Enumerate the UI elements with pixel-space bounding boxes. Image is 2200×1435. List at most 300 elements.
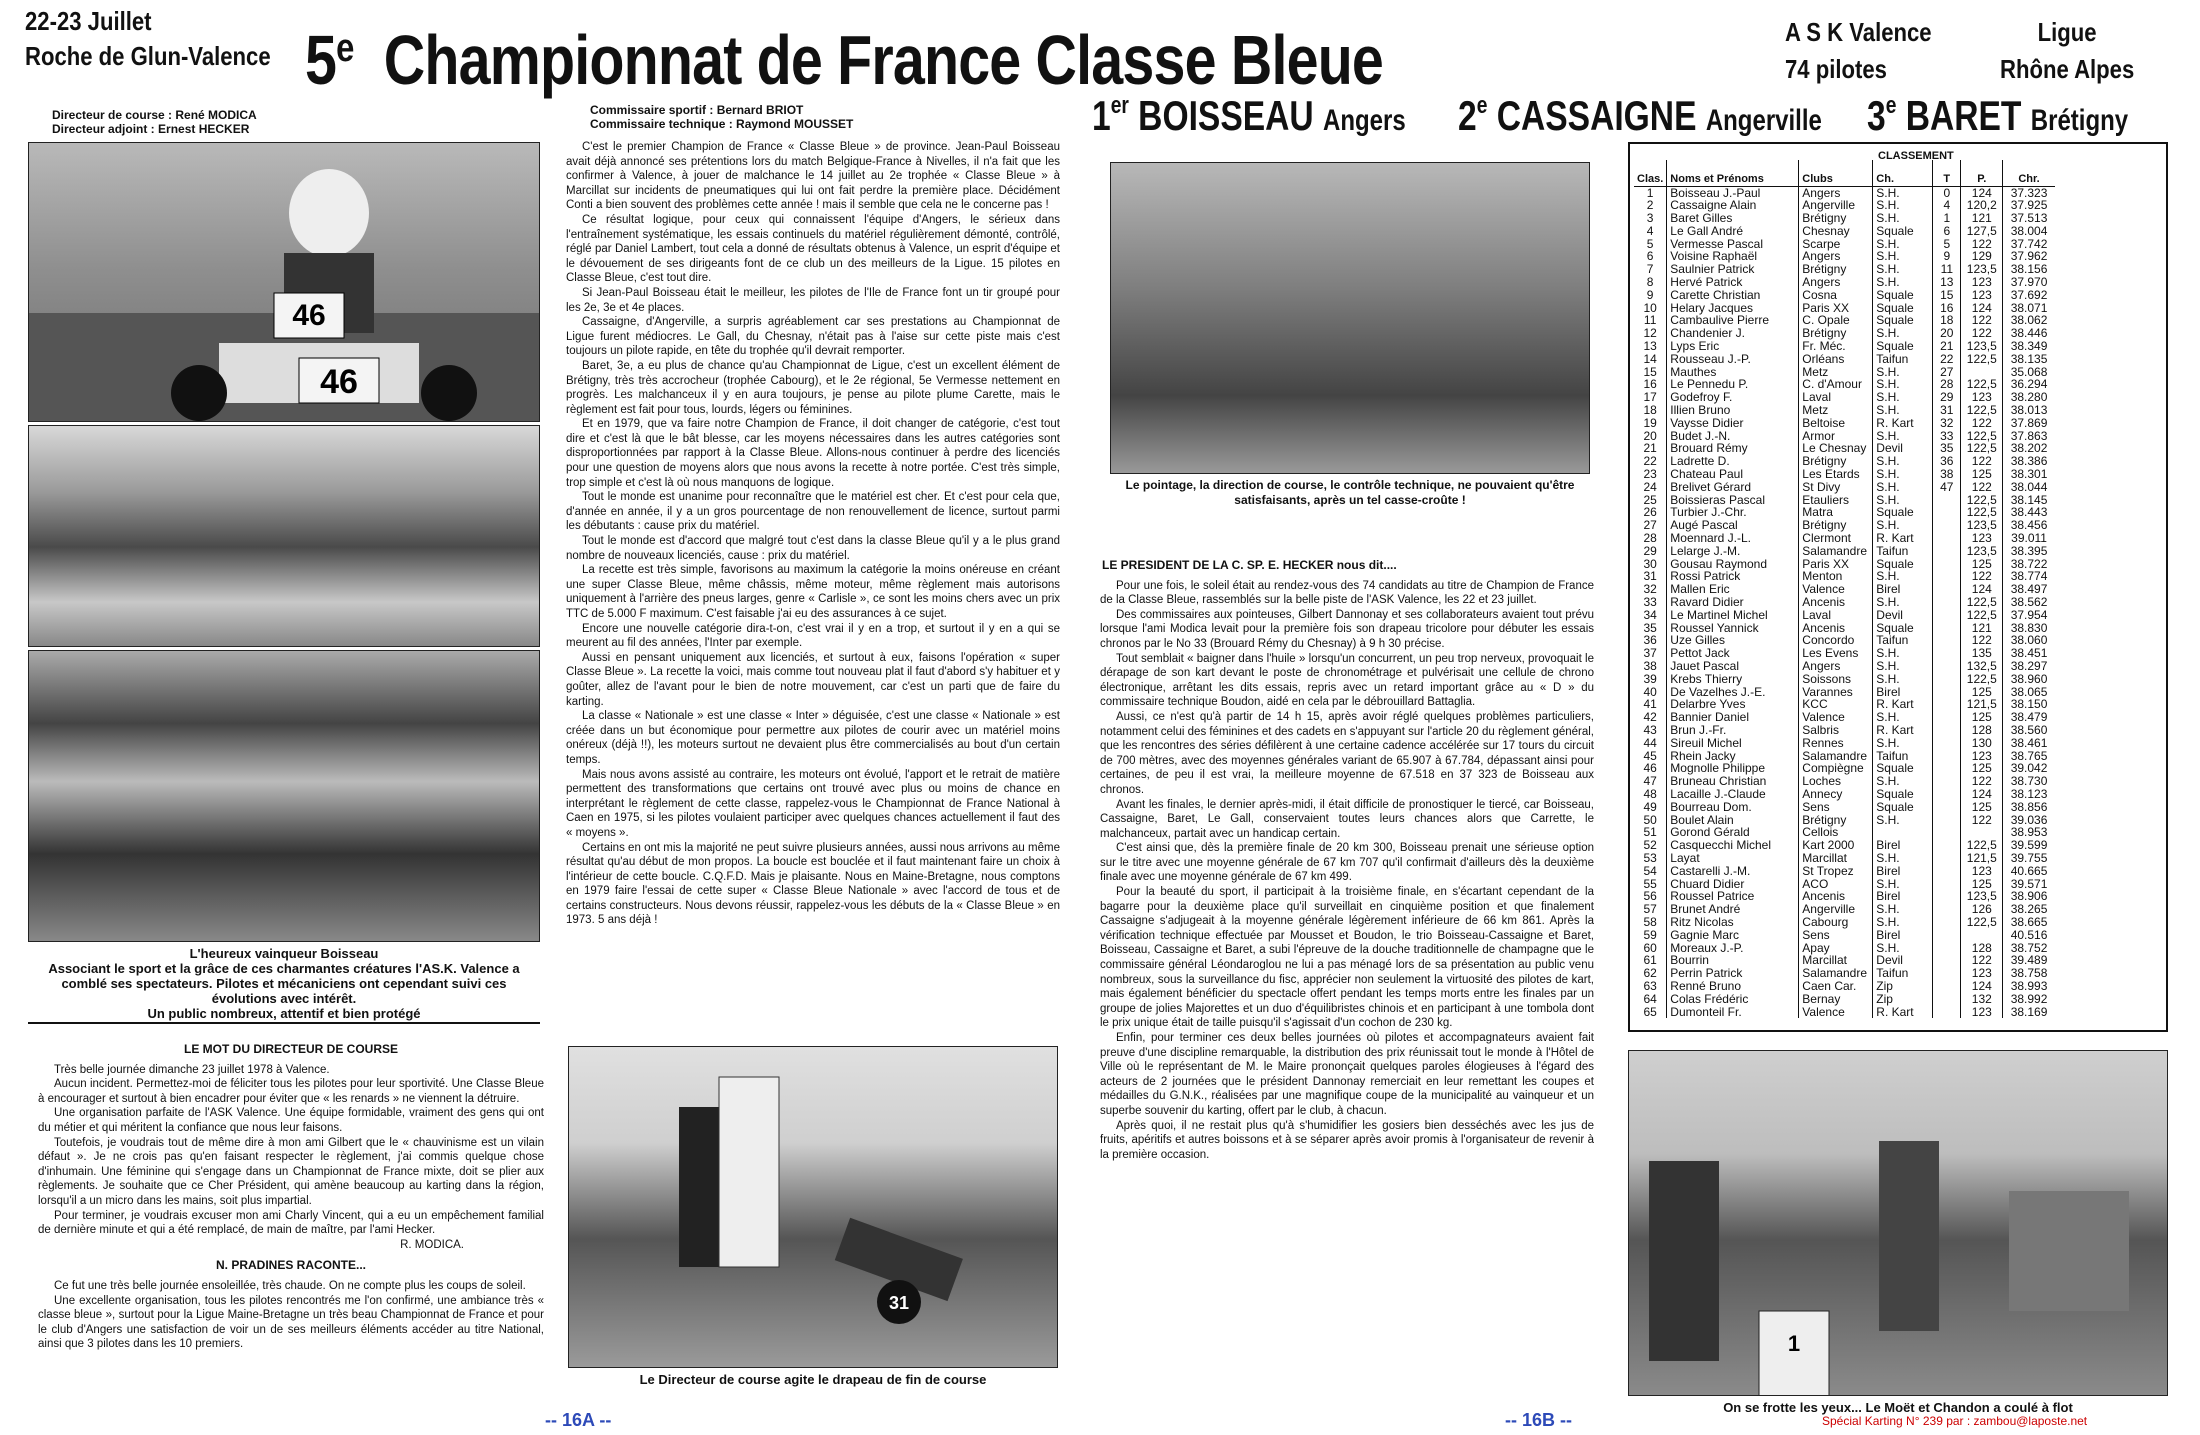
results-cell: 15 <box>1634 366 1667 379</box>
results-cell: 123 <box>1961 276 2003 289</box>
results-cell: S.H. <box>1873 250 1933 263</box>
photo-checkered-flag <box>568 1046 1058 1368</box>
results-cell: R. Kart <box>1873 532 1933 545</box>
results-cell: Budet J.-N. <box>1667 430 1799 443</box>
results-cell: 13 <box>1634 340 1667 353</box>
results-cell: 123 <box>1961 391 2003 404</box>
results-cell: 38.856 <box>2010 799 2048 814</box>
results-cell: 38.301 <box>2010 467 2048 482</box>
results-cell: 4 <box>1634 225 1667 238</box>
results-cell: 122 <box>1961 570 2003 583</box>
results-cell: 61 <box>1634 954 1667 967</box>
results-cell: 122 <box>1961 775 2003 788</box>
podium-second: 2e CASSAIGNE Angerville <box>1458 92 1822 139</box>
results-cell: Taifun <box>1873 545 1933 558</box>
podium-third: 3e BARET Brétigny <box>1867 92 2129 139</box>
results-cell: Angers <box>1799 250 1873 263</box>
results-cell <box>1933 609 1961 622</box>
results-cell: Bannier Daniel <box>1667 711 1799 724</box>
results-cell: 8 <box>1634 276 1667 289</box>
results-cell: Helary Jacques <box>1667 302 1799 315</box>
results-cell: 132,5 <box>1961 660 2003 673</box>
results-cell: St Divy <box>1799 481 1873 494</box>
results-cell: 39.571 <box>2010 876 2048 891</box>
results-cell: 38.443 <box>2010 505 2048 520</box>
results-row <box>1634 340 2055 353</box>
results-cell: 38.497 <box>2010 582 2048 597</box>
results-cell: Taifun <box>1873 967 1933 980</box>
results-cell: Boissieras Pascal <box>1667 494 1799 507</box>
results-cell: 123 <box>1961 750 2003 763</box>
results-cell: S.H. <box>1873 494 1933 507</box>
results-cell: 2 <box>1634 199 1667 212</box>
results-cell: S.H. <box>1873 647 1933 660</box>
results-cell: Le Martinel Michel <box>1667 609 1799 622</box>
results-cell <box>1933 814 1961 827</box>
results-cell: 123,5 <box>1961 890 2003 903</box>
results-cell: 125 <box>1961 558 2003 571</box>
results-row <box>1634 289 2055 302</box>
results-cell: 22 <box>1634 455 1667 468</box>
director-column: LE MOT DU DIRECTEUR DE COURSE Très belle journée dimanche 23 juillet 1978 à Valence. Aucun incident. Permettez-moi de féliciter tous les pilotes pour leur sportivité. Une Classe Bleue à encourager et surtout à bien encadrer pour éviter que « les renards » ne viennent la détruire. Une organisation parfaite de l'ASK Valence. Une équipe formidable, vraiment des gens qui ont du métier et qui méritent la confiance que nous leur faisons. Toutefois, je voudrais tout de même dire à mon ami Gilbert que le « chauvinisme est un vilain défaut ». Je ne crois pas qu'en faisant respecter le règlement, j'ai commis quelque chose d'inhumain. Une féminine qui s'engage dans un Championnat de France mixte, doit se plier aux règlements. Je souhaite que ce Cher Président, qui amène beaucoup au karting dans la région, lorsqu'il a un micro dans les mains, soit plus impartial. Pour terminer, je voudrais excuser mon ami Charly Vincent, qui a eu un empêchement familial de dernière minute et qui a été remplacé, de main de maître, par l'ami Hecker. R. MODICA. N. PRADINES RACONTE... Ce fut une très belle journée ensoleillée, très chaude. On ne compte plus les coups de soleil. Une excellente organisation, tous les pilotes rencontrés me l'on confirmé, une ambiance très « classe bleue », surtout pour la Ligue Maine-Bretagne un très beau Championnat de France et pour le club d'Angers une satisfaction de voir un de ses meilleurs éléments accéder au titre National, ainsi que 3 pilotes dans les 10 premiers. <box>38 1042 544 1351</box>
results-cell <box>1933 647 1961 660</box>
results-cell: 24 <box>1634 481 1667 494</box>
results-cell: Vermesse Pascal <box>1667 238 1799 251</box>
results-cell: 125 <box>1961 762 2003 775</box>
results-cell: S.H. <box>1873 404 1933 417</box>
results-cell: Cambaulive Pierre <box>1667 314 1799 327</box>
results-cell <box>1933 1006 1961 1019</box>
results-cell: Brelivet Gérard <box>1667 481 1799 494</box>
results-cell: 38 <box>1634 660 1667 673</box>
kart-illustration <box>29 143 540 422</box>
results-cell: Ritz Nicolas <box>1667 916 1799 929</box>
results-cell: 38.297 <box>2010 658 2048 673</box>
results-row <box>1634 186 2055 199</box>
results-cell <box>1961 929 2003 942</box>
results-cell: S.H. <box>1873 327 1933 340</box>
results-cell: 38.123 <box>2010 786 2048 801</box>
results-cell: Taifun <box>1873 353 1933 366</box>
results-cell: Birel <box>1873 583 1933 596</box>
results-table <box>1634 160 2055 1018</box>
results-cell: Kart 2000 <box>1799 839 1873 852</box>
results-cell: 40.516 <box>2010 927 2048 942</box>
results-cell: Mallen Eric <box>1667 583 1799 596</box>
results-cell: Salamandre <box>1799 750 1873 763</box>
results-cell: S.H. <box>1873 775 1933 788</box>
results-cell: Cellois <box>1799 826 1873 839</box>
results-cell: Le Chesnay <box>1799 442 1873 455</box>
results-cell: 38.145 <box>2010 492 2048 507</box>
results-cell: 10 <box>1634 302 1667 315</box>
results-header-row <box>1634 160 2055 186</box>
results-cell: 123,5 <box>1961 340 2003 353</box>
results-cell: 38.830 <box>2010 620 2048 635</box>
results-cell: Le Gall André <box>1667 225 1799 238</box>
results-cell: 39.755 <box>2010 850 2048 865</box>
results-cell: De Vazelhes J.-E. <box>1667 686 1799 699</box>
results-cell: Marcillat <box>1799 852 1873 865</box>
results-cell: Brétigny <box>1799 455 1873 468</box>
section-heading: LE PRESIDENT DE LA C. SP. E. HECKER nous dit.... <box>1102 558 1397 572</box>
results-cell: Angers <box>1799 660 1873 673</box>
results-header-cell: P. <box>1961 160 2003 186</box>
results-cell: Metz <box>1799 366 1873 379</box>
results-cell: Squale <box>1873 801 1933 814</box>
results-cell: 123,5 <box>1961 545 2003 558</box>
results-cell <box>1933 596 1961 609</box>
results-cell: Squale <box>1873 788 1933 801</box>
results-cell: 16 <box>1933 302 1961 315</box>
results-cell <box>1933 686 1961 699</box>
results-cell: Squale <box>1873 558 1933 571</box>
results-cell: Birel <box>1873 929 1933 942</box>
results-cell: Delarbre Yves <box>1667 698 1799 711</box>
results-cell: 38.960 <box>2010 671 2048 686</box>
results-cell: Scarpe <box>1799 238 1873 251</box>
results-cell: C. d'Amour <box>1799 378 1873 391</box>
caption-timekeepers: Le pointage, la direction de course, le contrôle technique, ne pouvaient qu'être satisfaisants, après un tel casse-croûte ! <box>1125 478 1575 507</box>
results-cell: Boulet Alain <box>1667 814 1799 827</box>
results-cell: 128 <box>1961 724 2003 737</box>
results-cell: Rennes <box>1799 737 1873 750</box>
results-cell: 122 <box>1961 455 2003 468</box>
results-cell: 9 <box>1634 289 1667 302</box>
results-cell: 38.562 <box>2010 595 2048 609</box>
results-cell: Squale <box>1873 302 1933 315</box>
results-cell: Orléans <box>1799 353 1873 366</box>
results-row <box>1634 276 2055 289</box>
results-cell: Birel <box>1873 686 1933 699</box>
results-cell: 36.294 <box>2010 377 2048 392</box>
results-cell <box>1933 762 1961 775</box>
results-row <box>1634 609 2055 622</box>
event-dates: 22-23 Juillet Roche de Glun-Valence <box>25 6 271 71</box>
flag-scene <box>569 1047 1058 1368</box>
results-header-cell: Clubs <box>1799 160 1873 186</box>
results-cell: 38.992 <box>2010 991 2048 1006</box>
results-cell: 38 <box>1933 468 1961 481</box>
results-cell: 38.013 <box>2010 403 2048 418</box>
results-cell <box>1933 954 1961 967</box>
results-header-cell: Ch. <box>1873 160 1933 186</box>
results-cell: 38.993 <box>2010 978 2048 993</box>
results-cell: 59 <box>1634 929 1667 942</box>
photo-timekeepers <box>1110 162 1590 474</box>
results-cell <box>1933 660 1961 673</box>
results-cell: 38.479 <box>2010 710 2048 725</box>
results-cell: 122,5 <box>1961 596 2003 609</box>
caption-champagne: On se frotte les yeux... Le Moët et Chandon a coulé à flot <box>1723 1400 2073 1415</box>
results-cell: Saulnier Patrick <box>1667 263 1799 276</box>
results-cell: S.H. <box>1873 673 1933 686</box>
results-cell: Varannes <box>1799 686 1873 699</box>
results-cell: 7 <box>1634 263 1667 276</box>
results-cell: 120,2 <box>1961 199 2003 212</box>
results-cell: S.H. <box>1873 878 1933 891</box>
results-cell: Moennard J.-L. <box>1667 532 1799 545</box>
kart-number-side: 46 <box>320 363 358 401</box>
results-cell: 38.774 <box>2010 569 2048 584</box>
results-cell: Squale <box>1873 622 1933 635</box>
kart-number-flag-photo: 31 <box>888 1293 910 1313</box>
results-cell: 38.060 <box>2010 633 2048 648</box>
results-row <box>1634 673 2055 686</box>
results-cell <box>1933 532 1961 545</box>
results-cell: 39.599 <box>2010 838 2048 853</box>
results-cell: Angers <box>1799 186 1873 199</box>
results-cell: 64 <box>1634 993 1667 1006</box>
results-cell: Angers <box>1799 276 1873 289</box>
results-cell: 1 <box>1933 212 1961 225</box>
results-cell: 38.169 <box>2010 1004 2048 1019</box>
results-cell: 3 <box>1634 212 1667 225</box>
results-cell: 38.758 <box>2010 966 2048 981</box>
results-row <box>1634 724 2055 737</box>
results-cell: Salbris <box>1799 724 1873 737</box>
results-cell: 36 <box>1933 455 1961 468</box>
results-cell: Moreaux J.-P. <box>1667 942 1799 955</box>
results-cell: 38.953 <box>2010 825 2048 840</box>
results-cell: S.H. <box>1873 852 1933 865</box>
page-number-a: -- 16A -- <box>545 1410 612 1430</box>
results-cell: Valence <box>1799 1006 1873 1019</box>
results-cell: 39.042 <box>2010 761 2048 776</box>
results-cell <box>1933 993 1961 1006</box>
results-row <box>1634 212 2055 225</box>
results-cell: 38.150 <box>2010 697 2048 712</box>
results-cell: 38.386 <box>2010 454 2048 469</box>
results-cell: 125 <box>1961 686 2003 699</box>
results-title: CLASSEMENT <box>1878 150 1954 162</box>
results-cell: S.H. <box>1873 570 1933 583</box>
results-cell: Compiègne <box>1799 762 1873 775</box>
results-cell: 129 <box>1961 250 2003 263</box>
results-cell: 122 <box>1961 481 2003 494</box>
results-cell: Ancenis <box>1799 622 1873 635</box>
results-cell: 32 <box>1933 417 1961 430</box>
results-cell: 6 <box>1634 250 1667 263</box>
results-cell: 38.071 <box>2010 300 2048 315</box>
results-cell: 65 <box>1634 1006 1667 1019</box>
results-cell: 11 <box>1933 263 1961 276</box>
results-cell <box>1933 570 1961 583</box>
results-cell: S.H. <box>1873 238 1933 251</box>
results-cell: 37.323 <box>2010 185 2048 200</box>
results-cell: 124 <box>1961 980 2003 993</box>
results-cell: Zip <box>1873 980 1933 993</box>
results-cell: R. Kart <box>1873 417 1933 430</box>
results-cell: Les Evens <box>1799 647 1873 660</box>
results-cell: 44 <box>1634 737 1667 750</box>
results-cell: 38.765 <box>2010 748 2048 763</box>
results-cell: S.H. <box>1873 263 1933 276</box>
results-cell: 123 <box>1961 289 2003 302</box>
results-cell: Perrin Patrick <box>1667 967 1799 980</box>
results-cell: 18 <box>1634 404 1667 417</box>
results-cell: Rhein Jacky <box>1667 750 1799 763</box>
divider <box>28 1022 540 1024</box>
results-cell: KCC <box>1799 698 1873 711</box>
results-cell: 47 <box>1634 775 1667 788</box>
results-cell: Laval <box>1799 391 1873 404</box>
results-cell: Bernay <box>1799 993 1873 1006</box>
results-cell: 12 <box>1634 327 1667 340</box>
results-cell: Birel <box>1873 839 1933 852</box>
results-header-cell: T <box>1933 160 1961 186</box>
results-row <box>1634 916 2055 929</box>
results-cell: 124 <box>1961 186 2003 199</box>
president-column: LE PRESIDENT DE LA C. SP. E. HECKER nous dit.... Pour une fois, le soleil était au rendez-vous des 74 candidats au titre de Champion de France de la Classe Bleue, rassemblés sur la belle piste de l'ASK Valence, les 22 et 23 juillet. Des commissaires aux pointeuses, Gilbert Dannonay et ses collaborateurs avaient tout prévu lorsque l'ami Modica levait pour la première fois son drapeau tricolore pour débuter les essais chronos par le No 33 (Brouard Rémy du Chesnay) à 9 h 30 précise. Tout semblait « baigner dans l'huile » lorsqu'un concurrent, un peu trop nerveux, provoquait le dérapage de son kart devant le poste de chronométrage et pulvérisait une cellule de chrono électronique, arrêtant les dits essais, repris avec un retard important grâce au « D » du commissaire technique Boudon, aidé en cela par le débrouillard Battaglia. Aussi, ce n'est qu'à partir de 14 h 15, après avoir réglé quelques problèmes particuliers, notamment celui des féminines et des cadets en s'appuyant sur l'article 20 du règlement général, que les rencontres des séries défilèrent à une certaine cadence accélérée sur 17 tours du circuit de 700 mètres, avec des moyennes générales variant de 65.907 à 67.784, dépassant ainsi pour certaines, de peu il est vrai, la meilleure moyenne de 67.518 en 37 323 de Boisseau aux chronos. Avant les finales, le dernier après-midi, il était difficile de pronostiquer le tiercé, car Boisseau, Cassaigne, Baret, Le Gall, conservaient toutes leurs chances alors que Carrette, le malchanceux, partait avec un handicap certain. C'est ainsi que, dès la première finale de 20 km 300, Boisseau prenait une sérieuse option sur le titre avec une moyenne générale de 67 km 707 qu'il confirmait d'ailleurs dès la deuxième finale avec une moyenne générale de 67 km 499. Pour la beauté du sport, il participait à la troisième finale, en s'écartant cependant de la bagarre pour la deuxième place qu'il surveillait en cinquième position et que finalement Cassaigne s'adjugeait à la moyenne générale légèrement inférieure de 66 km 861. Après la vérification technique effectuée par Mousset et Boudon, le trio Boisseau-Cassaigne et Baret, Boisseau, Cassaigne et Baret, a subi l'épreuve de la douche traditionnelle de champagne que le commissaire général Léondaroglou ne lui a pas ménagé lors de sa présentation au public venu nombreux, sous la surveillance du fisc, apprécier non seulement la virtuosité des pilotes de kart, mais également bénéficier du spectacle offert pendant les temps morts entre les finales par un groupe de jolies Majorettes et un duo d'équilibristes chinois et en participant à une tombola dont le prix unique était de taille puisqu'il s'agissait d'un cochon de 230 kg. Enfin, pour terminer ces deux belles journées où pilotes et accompagnateurs avaient fait preuve d'une discipline remarquable, la distribution des prix réunissait tout le monde à l'Hôtel de Ville où le représentant de M. le Maire prononçait quelques paroles élogieuses à l'égard des acteurs de 2 journées que le président Dannonay remerciait en leur remettant les coupes et médailles du G.N.K., réalisées par une magnifique coupe de la municipalité au vainqueur et un superbe souvenir du karting, offert par le club, à chacun. Après quoi, il ne restait plus qu'à s'humidifier les gosiers bien desséchés avec les jus de fruits, apéritifs et autres boissons et à se séparer après avoir promis à l'organisateur de revenir à la première occasion. <box>1100 558 1594 1161</box>
results-cell: 38.202 <box>2010 441 2048 456</box>
results-cell: Salamandre <box>1799 967 1873 980</box>
results-cell: Soissons <box>1799 673 1873 686</box>
results-cell: 124 <box>1961 788 2003 801</box>
results-cell: 25 <box>1634 494 1667 507</box>
results-cell: Cosna <box>1799 289 1873 302</box>
results-cell: 21 <box>1933 340 1961 353</box>
results-cell: 122,5 <box>1961 442 2003 455</box>
results-cell: Caen Car. <box>1799 980 1873 993</box>
results-cell: 54 <box>1634 865 1667 878</box>
podium-step-number: 1 <box>1787 1331 1801 1356</box>
results-cell: 122 <box>1961 314 2003 327</box>
results-cell: Jauet Pascal <box>1667 660 1799 673</box>
results-row <box>1634 788 2055 801</box>
results-cell: 17 <box>1634 391 1667 404</box>
results-cell: Cassaigne Alain <box>1667 199 1799 212</box>
results-cell: 5 <box>1933 238 1961 251</box>
results-cell: Squale <box>1873 225 1933 238</box>
results-cell: Rousseau J.-P. <box>1667 353 1799 366</box>
results-cell: 128 <box>1961 942 2003 955</box>
league-info: Ligue Rhône Alpes <box>2000 17 2135 84</box>
results-cell: 29 <box>1933 391 1961 404</box>
results-cell: Chuard Didier <box>1667 878 1799 891</box>
results-cell: 9 <box>1933 250 1961 263</box>
results-cell: 121 <box>1961 622 2003 635</box>
results-cell: Bruneau Christian <box>1667 775 1799 788</box>
results-cell: 121,5 <box>1961 698 2003 711</box>
results-cell: 122,5 <box>1961 506 2003 519</box>
results-cell <box>1933 865 1961 878</box>
results-cell <box>1933 788 1961 801</box>
results-cell: S.H. <box>1873 186 1933 199</box>
results-cell: Brunet André <box>1667 903 1799 916</box>
results-cell: 26 <box>1634 506 1667 519</box>
results-cell: Lelarge J.-M. <box>1667 545 1799 558</box>
results-row <box>1634 980 2055 993</box>
results-cell: Dumonteil Fr. <box>1667 1006 1799 1019</box>
results-row <box>1634 801 2055 814</box>
results-cell: 0 <box>1933 186 1961 199</box>
results-cell: Le Pennedu P. <box>1667 378 1799 391</box>
results-cell: Devil <box>1873 954 1933 967</box>
results-row <box>1634 903 2055 916</box>
results-cell: 38.730 <box>2010 774 2048 789</box>
results-cell: S.H. <box>1873 391 1933 404</box>
results-cell: 27 <box>1933 366 1961 379</box>
results-cell: 33 <box>1634 596 1667 609</box>
results-cell: 62 <box>1634 967 1667 980</box>
page-title: 5e Championnat de France Classe Bleue <box>305 21 1384 99</box>
results-cell: 125 <box>1961 878 2003 891</box>
results-cell <box>1933 673 1961 686</box>
results-cell: 38.062 <box>2010 313 2048 328</box>
results-cell: 122,5 <box>1961 673 2003 686</box>
results-cell: 37.869 <box>2010 415 2048 430</box>
results-cell: Chandenier J. <box>1667 327 1799 340</box>
signature: R. MODICA. <box>400 1238 464 1251</box>
results-cell: Beltoise <box>1799 417 1873 430</box>
results-cell: 122 <box>1961 238 2003 251</box>
results-cell: 49 <box>1634 801 1667 814</box>
results-cell: Angerville <box>1799 903 1873 916</box>
results-cell: 38.156 <box>2010 262 2048 277</box>
caption-winner: L'heureux vainqueur Boisseau Associant le sport et la grâce de ces charmantes créatures l'AS.K. Valence a comblé ses spectateurs. Pilotes et mécaniciens ont cependant suivi ces évolutions avec intérêt. Un public nombreux, attentif et bien protégé <box>48 946 520 1021</box>
results-cell: 5 <box>1634 238 1667 251</box>
results-cell: Ancenis <box>1799 596 1873 609</box>
results-cell <box>1933 583 1961 596</box>
results-cell: S.H. <box>1873 737 1933 750</box>
results-row <box>1634 929 2055 942</box>
results-cell: 1 <box>1634 186 1667 199</box>
results-cell: 39.489 <box>2010 953 2048 968</box>
results-cell: Birel <box>1873 865 1933 878</box>
results-cell: Chateau Paul <box>1667 468 1799 481</box>
results-cell: S.H. <box>1873 519 1933 532</box>
results-cell <box>1933 698 1961 711</box>
results-cell: Zip <box>1873 993 1933 1006</box>
results-cell: Gousau Raymond <box>1667 558 1799 571</box>
results-cell: Ancenis <box>1799 890 1873 903</box>
results-cell: 122 <box>1961 417 2003 430</box>
results-cell: 31 <box>1933 404 1961 417</box>
results-cell: 40 <box>1634 686 1667 699</box>
results-cell <box>1933 878 1961 891</box>
results-cell: Baret Gilles <box>1667 212 1799 225</box>
results-cell: 37.863 <box>2010 428 2048 443</box>
section-heading: LE MOT DU DIRECTEUR DE COURSE <box>183 1042 398 1056</box>
results-header-cell: Noms et Prénoms <box>1667 160 1799 186</box>
results-cell: 35 <box>1634 622 1667 635</box>
results-cell: Brétigny <box>1799 519 1873 532</box>
results-cell: Cabourg <box>1799 916 1873 929</box>
results-cell: Squale <box>1873 289 1933 302</box>
results-cell: Voisine Raphaël <box>1667 250 1799 263</box>
results-cell: 39.036 <box>2010 812 2048 827</box>
results-cell: S.H. <box>1873 468 1933 481</box>
results-cell: S.H. <box>1873 916 1933 929</box>
results-cell: 20 <box>1933 327 1961 340</box>
results-cell: Apay <box>1799 942 1873 955</box>
results-cell <box>1933 890 1961 903</box>
results-row <box>1634 225 2055 238</box>
results-cell: 123 <box>1961 967 2003 980</box>
results-row <box>1634 660 2055 673</box>
results-cell: S.H. <box>1873 212 1933 225</box>
results-cell: 11 <box>1634 314 1667 327</box>
results-cell <box>1933 942 1961 955</box>
results-row <box>1634 353 2055 366</box>
results-cell: Annecy <box>1799 788 1873 801</box>
results-cell: Laval <box>1799 609 1873 622</box>
results-cell: Brétigny <box>1799 814 1873 827</box>
results-cell: 29 <box>1634 545 1667 558</box>
results-cell: 39.011 <box>2011 531 2047 546</box>
results-cell: Loches <box>1799 775 1873 788</box>
